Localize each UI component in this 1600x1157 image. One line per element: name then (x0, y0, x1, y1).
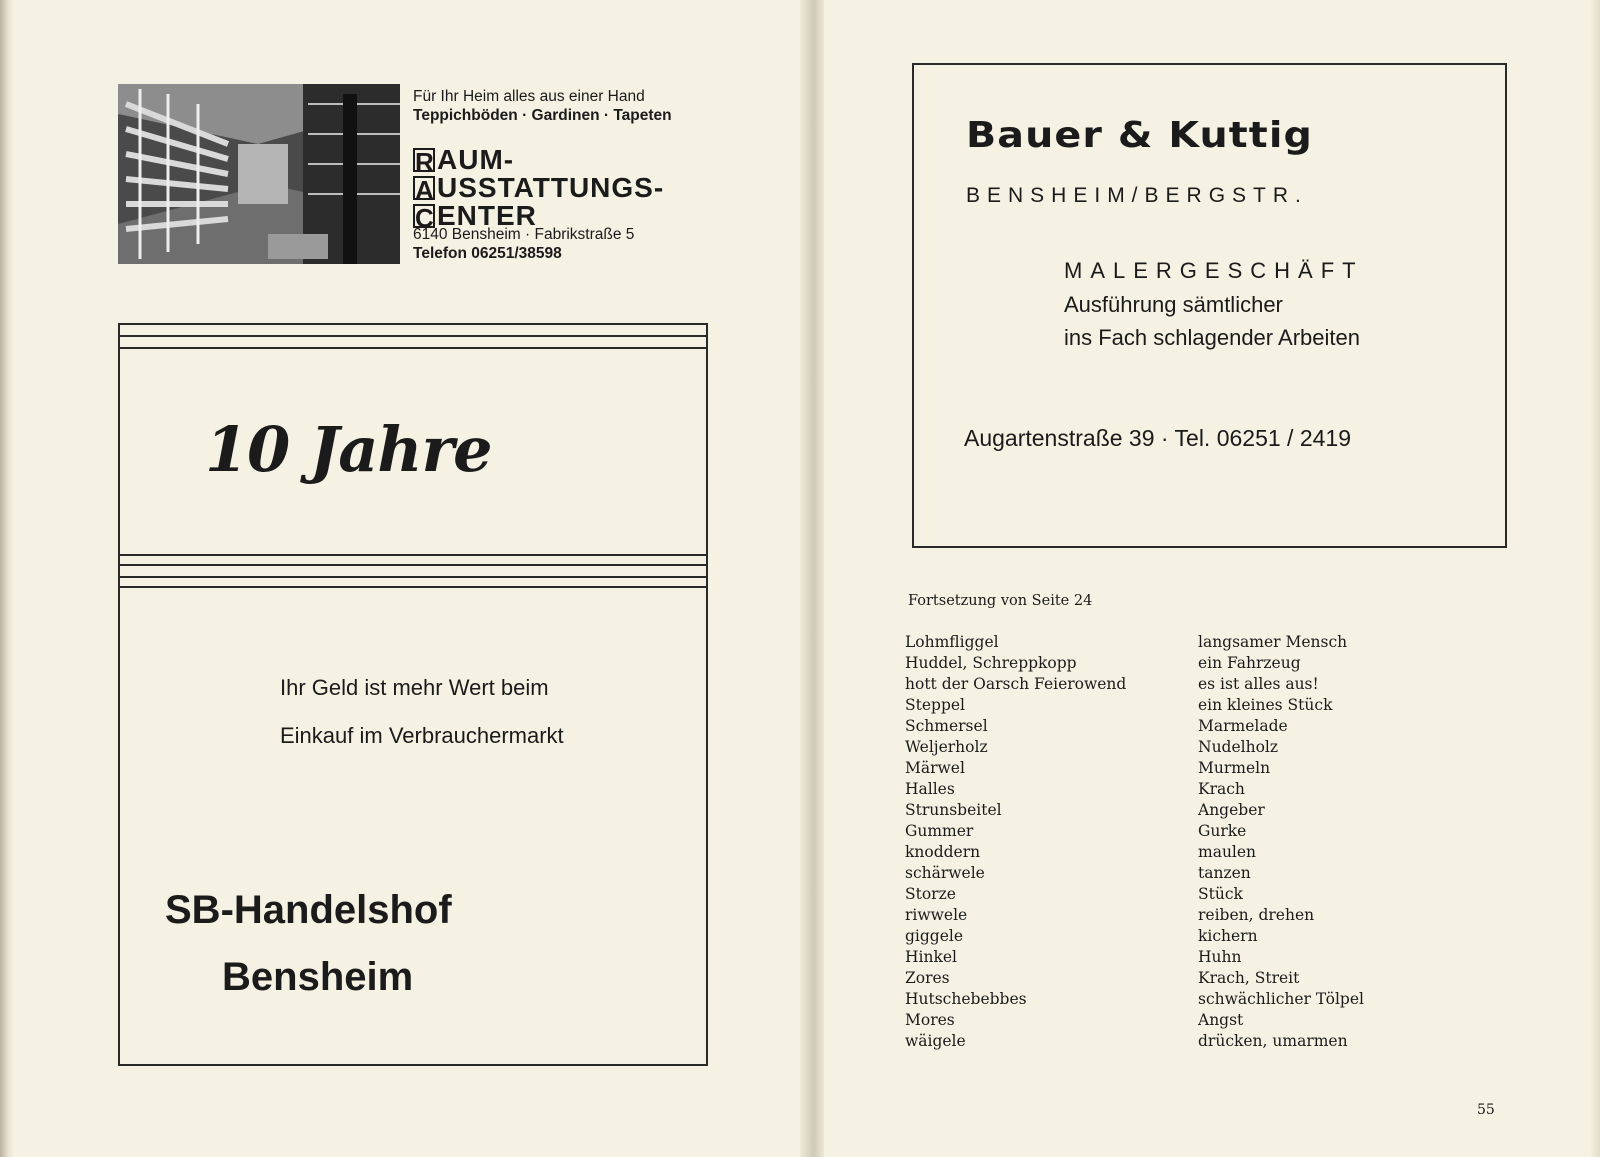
meaning-item: Nudelholz (1198, 738, 1279, 756)
rac-logo-text: ENTER (437, 200, 537, 231)
dialect-term: schärwele (905, 864, 985, 882)
rac-logo-letter: A (415, 175, 435, 205)
meaning-list (1198, 632, 1364, 1052)
company-trade: MALERGESCHÄFT (1064, 258, 1364, 283)
meaning-item: Gurke (1198, 822, 1247, 840)
meaning-item: schwächlicher Tölpel (1198, 990, 1364, 1008)
meaning-item: Krach, Streit (1198, 969, 1300, 987)
meaning-item: Stück (1198, 885, 1243, 903)
rac-logo-text: USSTATTUNGS- (437, 172, 665, 203)
company-description: ins Fach schlagender Arbeiten (1064, 325, 1360, 350)
dialect-term: Hinkel (905, 948, 957, 966)
rac-logo-row (413, 144, 664, 177)
meaning-item: Huhn (1198, 948, 1242, 966)
dialect-term: Steppel (905, 696, 965, 714)
company-city: BENSHEIM/BERGSTR. (966, 184, 1308, 207)
company-name: Bauer & Kuttig (966, 115, 1313, 156)
meaning-item: Angeber (1198, 801, 1265, 819)
rac-address: 6140 Bensheim · Fabrikstraße 5 (413, 226, 635, 243)
book-spine (800, 0, 824, 1157)
continuation-heading: Fortsetzung von Seite 24 (908, 593, 1093, 609)
company-address: Augartenstraße 39 · Tel. 06251 / 2419 (964, 425, 1352, 451)
meaning-item: Angst (1198, 1011, 1244, 1029)
dialect-term: Weljerholz (905, 738, 988, 756)
meaning-item: drücken, umarmen (1198, 1032, 1348, 1050)
store-interior-photo (118, 84, 400, 264)
rac-logo-letter: C (415, 203, 435, 233)
meaning-item: Murmeln (1198, 759, 1271, 777)
store-city: Bensheim (222, 955, 414, 999)
slogan-line: Einkauf im Verbrauchermarkt (280, 723, 564, 748)
rac-tagline: Für Ihr Heim alles aus einer Hand (413, 88, 645, 105)
book-edge-left (0, 0, 14, 1157)
dialect-term: Hutschebebbes (905, 990, 1027, 1008)
rac-phone: Telefon 06251/38598 (413, 245, 562, 262)
dialect-term: Storze (905, 885, 956, 903)
dialect-term: knoddern (905, 843, 981, 861)
rule-line (120, 347, 706, 349)
dialect-term: Schmersel (905, 717, 988, 735)
meaning-item: Marmelade (1198, 717, 1288, 735)
dialect-term: riwwele (905, 906, 968, 924)
rule-line (120, 335, 706, 337)
rule-line (120, 554, 706, 556)
dialect-term: Strunsbeitel (905, 801, 1002, 819)
meaning-item: Krach (1198, 780, 1245, 798)
company-description: Ausführung sämtlicher (1064, 292, 1283, 317)
page-number: 55 (1477, 1102, 1495, 1118)
rac-logo-letter: R (415, 147, 435, 177)
rac-logo-text: AUM- (437, 144, 515, 175)
dialect-term-list (905, 632, 1126, 1052)
dialect-term: Halles (905, 780, 955, 798)
dialect-term: Mores (905, 1011, 955, 1029)
meaning-item: langsamer Mensch (1198, 633, 1348, 651)
dialect-term: wäigele (905, 1032, 966, 1050)
meaning-item: ein Fahrzeug (1198, 654, 1301, 672)
rule-line (120, 576, 706, 578)
handelshof-ad-box (118, 323, 708, 1066)
rac-products: Teppichböden · Gardinen · Tapeten (413, 107, 672, 124)
meaning-item: es ist alles aus! (1198, 675, 1319, 693)
rule-line (120, 564, 706, 566)
meaning-item: reiben, drehen (1198, 906, 1315, 924)
meaning-item: tanzen (1198, 864, 1251, 882)
meaning-item: ein kleines Stück (1198, 696, 1333, 714)
rac-logo-row (413, 172, 665, 205)
dialect-term: Märwel (905, 759, 965, 777)
bauer-kuttig-ad-box (912, 63, 1507, 548)
dialect-term: hott der Oarsch Feierowend (905, 675, 1127, 693)
meaning-item: kichern (1198, 927, 1258, 945)
store-name: SB-Handelshof (165, 888, 452, 932)
anniversary-title: 10 Jahre (205, 413, 492, 486)
rac-logo (413, 144, 665, 233)
dialect-term: Zores (905, 969, 950, 987)
dialect-term: Gummer (905, 822, 974, 840)
slogan-line: Ihr Geld ist mehr Wert beim (280, 675, 549, 700)
meaning-item: maulen (1198, 843, 1257, 861)
rule-line (120, 586, 706, 588)
dialect-term: Huddel, Schreppkopp (905, 654, 1077, 672)
dialect-term: Lohmfliggel (905, 633, 999, 651)
dialect-term: giggele (905, 927, 964, 945)
book-edge-right (1590, 0, 1600, 1157)
